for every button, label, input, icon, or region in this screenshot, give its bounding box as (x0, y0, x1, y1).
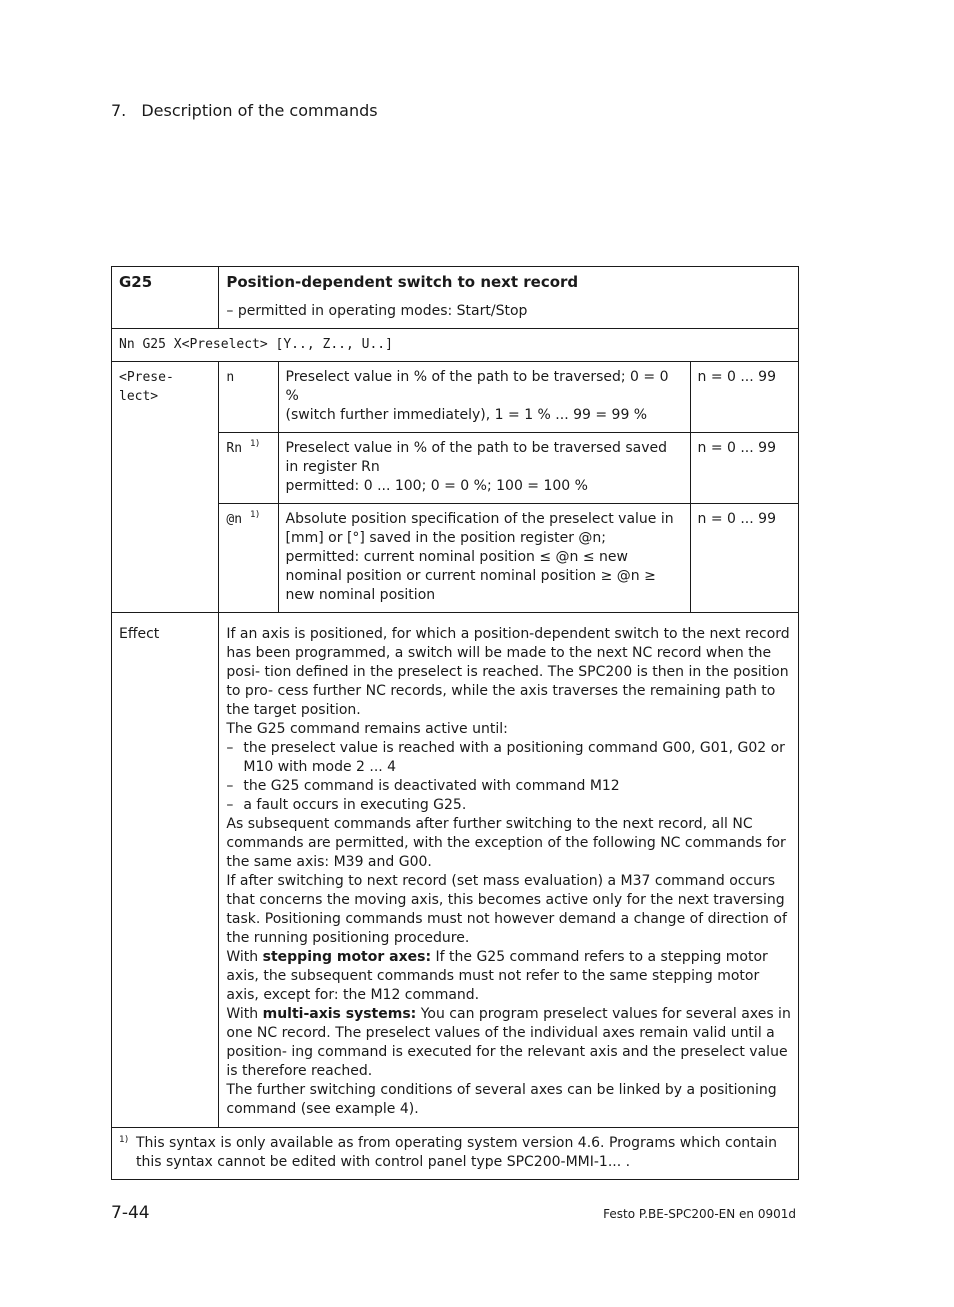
footnote-row (112, 1128, 799, 1180)
command-subtitle: – permitted in operating modes: Start/Stop (226, 303, 528, 319)
param-symbol-text: n (226, 370, 235, 385)
footnote (119, 1134, 791, 1172)
section-header (111, 101, 378, 120)
list-item-text: the G25 command is deactivated with command M12 (243, 778, 620, 794)
text-span: With (226, 1006, 263, 1022)
section-title: Description of the commands (141, 101, 378, 120)
dash-mark: – (226, 778, 234, 794)
param-desc-line: permitted: current nominal position ≤ @n ≤ new nominal position or current nominal position ≥ @n ≥ new nominal position (285, 549, 656, 603)
dash-mark: – (226, 740, 234, 756)
command-table (111, 266, 799, 1180)
footnote-ref: 1) (250, 510, 260, 520)
command-code: G25 (112, 267, 219, 329)
param-desc-line: (switch further immediately), 1 = 1 % ... 99 = 99 % (285, 407, 648, 423)
command-syntax: Nn G25 X<Preselect> [Y.., Z.., U..] (112, 329, 799, 362)
footnote-text: This syntax is only available as from operating system version 4.6. Programs which contain this syntax cannot be edited with control panel type SPC200-MMI-1... . (136, 1135, 777, 1170)
effect-text (219, 613, 799, 1128)
section-number: 7. (111, 101, 127, 120)
effect-paragraph (226, 1005, 791, 1081)
param-desc (278, 504, 690, 613)
param-desc (278, 433, 690, 504)
param-symbol (219, 362, 278, 433)
param-name-line1: <Prese- (119, 370, 174, 385)
effect-label: Effect (112, 613, 219, 1128)
param-symbol-text: Rn (226, 441, 243, 456)
param-symbol-text: @n (226, 512, 243, 527)
param-desc-line: permitted: 0 ... 100; 0 = 0 %; 100 = 100 % (285, 478, 588, 494)
text-span: You can program preselect values for several axes in one NC record. The preselect values of the individual axes remain valid until a position- ing command is executed for the relevant axis and the preselect value is therefore reached. (226, 1006, 791, 1079)
param-desc-line: Preselect value in % of the path to be traversed saved in register Rn (285, 440, 667, 475)
param-desc (278, 362, 690, 433)
effect-paragraph (226, 948, 791, 1005)
syntax-row (112, 329, 799, 362)
effect-list-item (226, 739, 791, 777)
effect-row (112, 613, 799, 1128)
command-title-cell (219, 267, 799, 329)
effect-paragraph: If after switching to next record (set mass evaluation) a M37 command occurs that concerns the moving axis, this becomes active only for the next traversing task. Positioning commands must not however demand a change of direction of the running positioning procedure. (226, 873, 787, 946)
page-number: 7-44 (111, 1203, 150, 1223)
param-row-n (112, 362, 799, 433)
param-symbol (219, 504, 278, 613)
bold-term: multi-axis systems: (262, 1006, 417, 1022)
param-desc-line: Absolute position specification of the preselect value in [mm] or [°] saved in the position register @n; (285, 511, 674, 546)
effect-paragraph: If an axis is positioned, for which a position-dependent switch to the next record has been programmed, a switch will be made to the next NC record when the posi- tion defined in the preselect is reached. The SPC200 is then in the position to pro- cess further NC records, while the axis traverses the remaining path to the target position. (226, 626, 790, 718)
param-range: n = 0 ... 99 (690, 433, 799, 504)
dash-mark: – (226, 797, 234, 813)
command-title: Position-dependent switch to next record (226, 273, 579, 291)
param-range: n = 0 ... 99 (690, 362, 799, 433)
effect-list-item (226, 796, 791, 815)
list-item-text: the preselect value is reached with a positioning command G00, G01, G02 or M10 with mode 2 ... 4 (243, 740, 785, 775)
text-span: With (226, 949, 263, 965)
param-name-cell (112, 362, 219, 613)
effect-paragraph: The further switching conditions of several axes can be linked by a positioning command (see example 4). (226, 1082, 777, 1117)
text-span: If the G25 command refers to a stepping motor axis, the subsequent commands must not refer to the same stepping motor axis, except for: the M12 command. (226, 949, 768, 1003)
bold-term: stepping motor axes: (262, 949, 432, 965)
param-desc-line: Preselect value in % of the path to be traversed; 0 = 0 % (285, 369, 669, 404)
footnote-mark: 1) (119, 1135, 129, 1145)
command-header-row (112, 267, 799, 329)
param-range: n = 0 ... 99 (690, 504, 799, 613)
param-symbol (219, 433, 278, 504)
document-id: Festo P.BE-SPC200-EN en 0901d (603, 1207, 796, 1221)
effect-list-item (226, 777, 791, 796)
param-name-line2: lect> (119, 389, 159, 404)
effect-paragraph: The G25 command remains active until: (226, 721, 508, 737)
list-item-text: a fault occurs in executing G25. (243, 797, 467, 813)
footnote-ref: 1) (250, 439, 260, 449)
effect-paragraph: As subsequent commands after further switching to the next record, all NC commands are permitted, with the exception of the following NC commands for the same axis: M39 and G00. (226, 816, 786, 870)
footnote-cell (112, 1128, 799, 1180)
